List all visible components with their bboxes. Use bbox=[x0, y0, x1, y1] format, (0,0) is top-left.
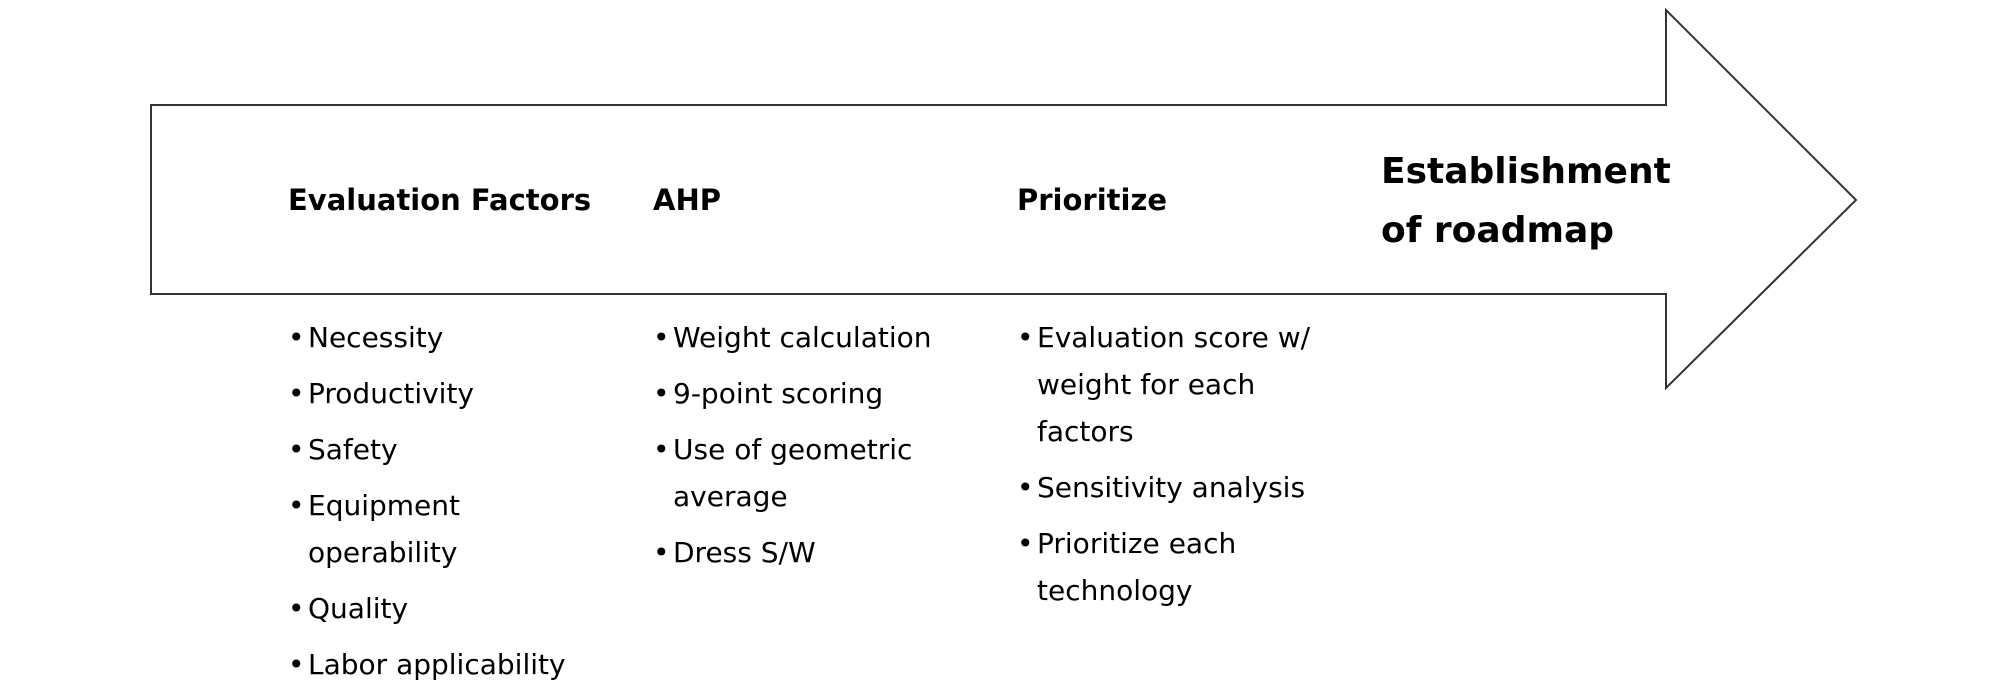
stage-roadmap-title: Establishment of roadmap bbox=[1381, 151, 1671, 251]
prioritize-list bbox=[1017, 314, 1337, 623]
list-item: • Weight calculation bbox=[653, 314, 983, 361]
evaluation-factors-list bbox=[288, 314, 608, 697]
list-item: • Equipment operability bbox=[288, 482, 488, 576]
list-item: • Use of geometric average bbox=[653, 426, 933, 520]
list-item: • 9-point scoring bbox=[653, 370, 983, 417]
stage-ahp-title: AHP bbox=[653, 183, 721, 217]
stage-evaluation-factors-title: Evaluation Factors bbox=[288, 183, 592, 217]
list-item: • Sensitivity analysis bbox=[1017, 464, 1337, 511]
list-item: • Safety bbox=[288, 426, 608, 473]
list-item: • Productivity bbox=[288, 370, 608, 417]
list-item: • Evaluation score w/ weight for each factors bbox=[1017, 314, 1337, 455]
ahp-list bbox=[653, 314, 983, 585]
list-item: • Necessity bbox=[288, 314, 608, 361]
stage-prioritize-title: Prioritize bbox=[1017, 183, 1168, 217]
list-item: • Prioritize each technology bbox=[1017, 520, 1267, 614]
list-item: • Labor applicability bbox=[288, 641, 608, 688]
list-item: • Dress S/W bbox=[653, 529, 983, 576]
list-item: • Quality bbox=[288, 585, 608, 632]
